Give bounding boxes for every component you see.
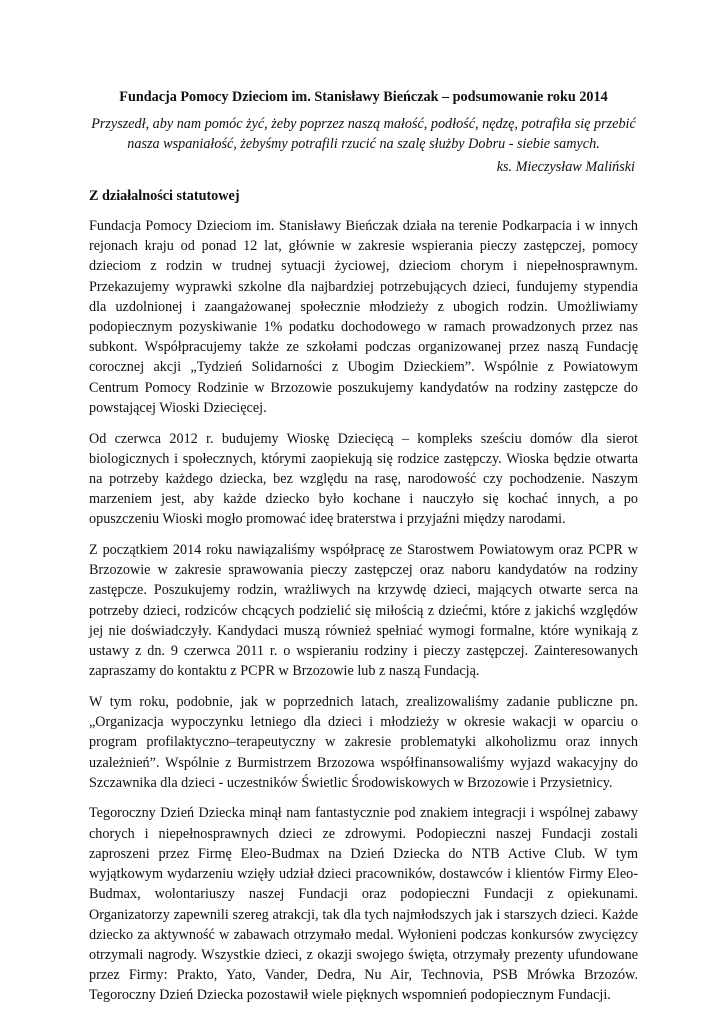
motto-quote: Przyszedł, aby nam pomóc żyć, żeby poprzez naszą małość, podłość, nędzę, potrafiła się przebić nasza wspaniałość, żebyśmy potrafili rzucić na szalę służby Dobru - siebie samych. (91, 116, 636, 152)
section-heading: Z działalności statutowej (89, 188, 240, 204)
paragraph-statutory-activities: Fundacja Pomocy Dzieciom im. Stanisławy Bieńczak działa na terenie Podkarpacia i w innych rejonach kraju od ponad 12 lat, głównie w zakresie wspierania pieczy zastępczej, pomocy dzieciom z rodzin w trudnej sytuacji życiowej, dzieciom chorym i niepełnosprawnym. Przekazujemy wyprawki szkolne dla najbardziej potrzebujących dzieci, fundujemy stypendia dla uzdolnionej i zaangażowanej społecznie młodzieży z ubogich rodzin. Umożliwiamy podopiecznym pozyskiwanie 1% podatku dochodowego w ramach prowadzonych przez nas subkont. Współpracujemy także ze szkołami podczas organizowanej przez naszą Fundację corocznej akcji „Tydzień Solidarności z Ubogim Dzieckiem”. Wspólnie z Powiatowym Centrum Pomocy Rodzinie w Brzozowie poszukujemy kandydatów na rodziny zastępcze do powstającej Wioski Dziecięcej. (89, 218, 638, 416)
paragraph-childrens-village: Od czerwca 2012 r. budujemy Wioskę Dziecięcą – kompleks sześciu domów dla sierot biologicznych i społecznych, którymi zaopiekują się rodzice zastępczy. Wioska będzie otwarta na potrzeby każdego dziecka, bez względu na rasę, narodowość czy pochodzenie. Naszym marzeniem jest, aby każde dziecko było kochane i nauczyło się kochać innych, a po opuszczeniu Wioski mogło promować ideę braterstwa i przyjaźni między narodami. (89, 430, 638, 528)
paragraph-summer-holidays: W tym roku, podobnie, jak w poprzednich latach, zrealizowaliśmy zadanie publiczne pn. „Organizacja wypoczynku letniego dla dzieci i młodzieży w okresie wakacji w oparciu o program profilaktyczno–terapeutyczny w zakresie problematyki alkoholizmu oraz innych uzależnień”. Wspólnie z Burmistrzem Brzozowa współfinansowaliśmy wyjazd wakacyjny do Szczawnika dla dzieci - uczestników Świetlic Środowiskowych w Brzozowie i Przysietnicy. (89, 693, 638, 791)
motto-author: ks. Mieczysław Maliński (496, 159, 635, 175)
paragraph-childrens-day: Tegoroczny Dzień Dziecka minął nam fantastycznie pod znakiem integracji i wspólnej zabawy chorych i niepełnosprawnych dzieci ze zdrowymi. Podopieczni naszej Fundacji zostali zaproszeni przez Firmę Eleo-Budmax na Dzień Dziecka do NTB Active Club. W tym wyjątkowym wydarzeniu wzięły udział dzieci pracowników, dostawców i klientów Firmy Eleo-Budmax, wolontariuszy naszej Fundacji oraz podopieczni Fundacji z opiekunami. Organizatorzy zapewnili szereg atrakcji, tak dla tych najmłodszych jak i starszych dzieci. Każde dziecko za aktywność w zabawach otrzymało medal. Wyłonieni podczas konkursów zwycięzcy otrzymali nagrody. Wszystkie dzieci, z okazji swojego święta, otrzymały prezenty ufundowane przez Firmy: Prakto, Yato, Vander, Dedra, Nu Air, Technovia, PSB Mrówka Brzozów. Tegoroczny Dzień Dziecka pozostawił wiele pięknych wspomnień podopiecznym Fundacji. (89, 805, 638, 1004)
document-title: Fundacja Pomocy Dzieciom im. Stanisławy Bieńczak – podsumowanie roku 2014 (119, 89, 608, 105)
document-page (89, 88, 638, 1016)
paragraph-foster-care-cooperation: Z początkiem 2014 roku nawiązaliśmy współpracę ze Starostwem Powiatowym oraz PCPR w Brzozowie w zakresie sprawowania pieczy zastępczej oraz naboru kandydatów na rodziny zastępcze. Poszukujemy rodzin, wrażliwych na krzywdę dzieci, mających otwarte serca na potrzeby dzieci, rodziców chcących podzielić się miłością z dziećmi, które z jakichś względów jej nie doświadczyły. Kandydaci muszą również spełniać wymogi formalne, które wynikają z ustawy z dn. 9 czerwca 2011 r. o wspieraniu rodziny i pieczy zastępczej. Zainteresowanych zapraszamy do kontaktu z PCPR w Brzozowie lub z naszą Fundacją. (89, 542, 638, 680)
